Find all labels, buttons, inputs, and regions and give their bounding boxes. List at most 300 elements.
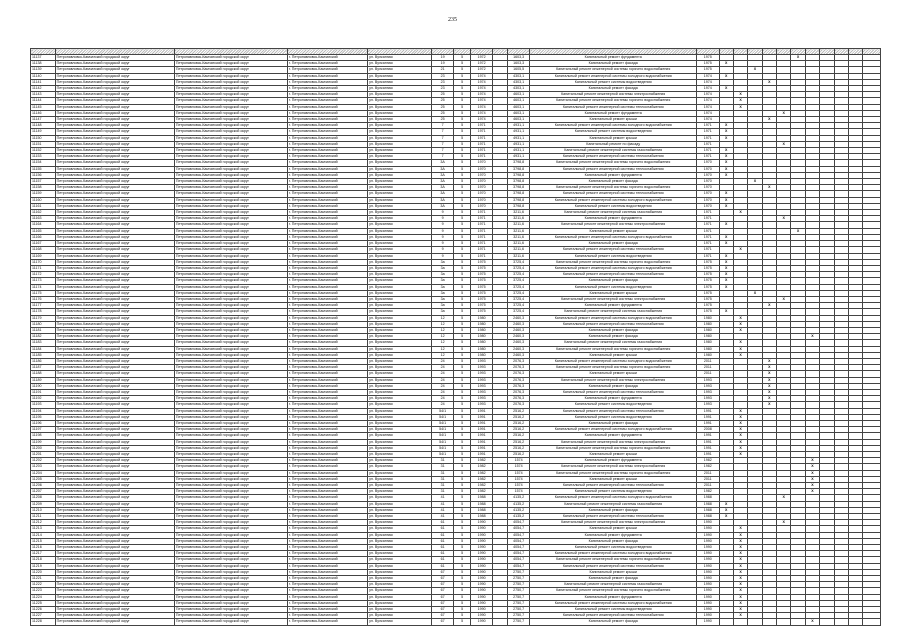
owner-cell: Петропавловск-Камчатский городской округ (55, 427, 174, 433)
owner-cell: Петропавловск-Камчатский городской округ (55, 414, 174, 420)
municipality-cell: Петропавловск-Камчатский городской округ (174, 185, 287, 191)
work-cell: Капитальный ремонт инженерной системы теплоснабжения (530, 247, 697, 253)
row-id: 11161 (31, 203, 56, 209)
house-cell: 67 (431, 607, 454, 613)
area-cell: 2750,7 (507, 588, 530, 594)
house-cell: 23 (431, 86, 454, 92)
work-cell: Капитальный ремонт фундамента (530, 216, 697, 222)
house-cell: 61 (431, 551, 454, 557)
street-cell: ул. Вулканная (368, 569, 432, 575)
row-id: 11200 (31, 445, 56, 451)
owner-cell: Петропавловск-Камчатский городской округ (55, 135, 174, 141)
year-cell: 1971 (470, 234, 493, 240)
mark-cell: X (762, 383, 776, 389)
floors-cell: 5 (454, 321, 470, 327)
year-cell: 1974 (470, 92, 493, 98)
mark-cell: X (762, 365, 776, 371)
municipality-cell: Петропавловск-Камчатский городской округ (174, 160, 287, 166)
plan-year-cell: 1988 (696, 507, 719, 513)
street-cell: ул. Вулканная (368, 483, 432, 489)
owner-cell: Петропавловск-Камчатский городской округ (55, 600, 174, 606)
mark-cell: X (762, 402, 776, 408)
year-cell: 1972 (470, 67, 493, 73)
owner-cell: Петропавловск-Камчатский городской округ (55, 172, 174, 178)
work-cell: Капитальный ремонт крыши (530, 117, 697, 123)
plan-year-cell: 1971 (696, 123, 719, 129)
municipality-cell: Петропавловск-Камчатский городской округ (174, 371, 287, 377)
locality-cell: г. Петропавловск-Камчатский (287, 67, 367, 73)
owner-cell: Петропавловск-Камчатский городской округ (55, 321, 174, 327)
row-id: 11175 (31, 290, 56, 296)
area-cell: 3798,8 (507, 197, 530, 203)
plan-year-cell: 1991 (696, 414, 719, 420)
floors-cell: 5 (454, 315, 470, 321)
street-cell: ул. Вулканная (368, 358, 432, 364)
municipality-cell: Петропавловск-Камчатский городской округ (174, 458, 287, 464)
row-id: 11150 (31, 135, 56, 141)
municipality-cell: Петропавловск-Камчатский городской округ (174, 545, 287, 551)
mark-cell: X (805, 464, 819, 470)
house-cell: 12 (431, 334, 454, 340)
house-cell: 41 (431, 514, 454, 520)
floors-cell: 5 (454, 532, 470, 538)
floors-cell: 5 (454, 110, 470, 116)
area-cell: 3798,8 (507, 172, 530, 178)
year-cell: 1990 (470, 563, 493, 569)
street-cell: ул. Вулканная (368, 613, 432, 619)
area-cell: 3725,4 (507, 259, 530, 265)
house-cell: 54/1 (431, 414, 454, 420)
mark-cell: X (805, 489, 819, 495)
house-cell: 9 (431, 247, 454, 253)
locality-cell: г. Петропавловск-Камчатский (287, 619, 367, 625)
mark-cell: X (805, 470, 819, 476)
work-cell: Капитальный ремонт крыши (530, 228, 697, 234)
owner-cell: Петропавловск-Камчатский городской округ (55, 197, 174, 203)
year-cell: 1971 (470, 216, 493, 222)
owner-cell: Петропавловск-Камчатский городской округ (55, 619, 174, 625)
mark-cell (762, 619, 776, 625)
owner-cell: Петропавловск-Камчатский городской округ (55, 452, 174, 458)
house-cell: 61 (431, 532, 454, 538)
municipality-cell: Петропавловск-Камчатский городской округ (174, 191, 287, 197)
municipality-cell: Петропавловск-Камчатский городской округ (174, 526, 287, 532)
table-row (31, 619, 881, 625)
municipality-cell: Петропавловск-Камчатский городской округ (174, 563, 287, 569)
year-cell: 1980 (470, 340, 493, 346)
owner-cell: Петропавловск-Камчатский городской округ (55, 73, 174, 79)
locality-cell: г. Петропавловск-Камчатский (287, 600, 367, 606)
work-cell: Капитальный ремонт фундамента (530, 110, 697, 116)
area-cell: 4054,7 (507, 563, 530, 569)
locality-cell: г. Петропавловск-Камчатский (287, 117, 367, 123)
locality-cell: г. Петропавловск-Камчатский (287, 427, 367, 433)
year-cell: 1991 (470, 433, 493, 439)
floors-cell: 5 (454, 265, 470, 271)
year-cell: 1991 (470, 439, 493, 445)
work-cell: Капитальный ремонт инженерной системы горячего водоснабжения (530, 67, 697, 73)
year-cell: 1982 (470, 458, 493, 464)
locality-cell: г. Петропавловск-Камчатский (287, 185, 367, 191)
floors-cell: 5 (454, 607, 470, 613)
floors-cell: 5 (454, 464, 470, 470)
street-cell: ул. Вулканная (368, 514, 432, 520)
owner-cell: Петропавловск-Камчатский городской округ (55, 234, 174, 240)
row-id: 11163 (31, 216, 56, 222)
floors-cell: 5 (454, 92, 470, 98)
area-cell: 2460,3 (507, 352, 530, 358)
floors-cell: 5 (454, 433, 470, 439)
municipality-cell: Петропавловск-Камчатский городской округ (174, 259, 287, 265)
house-cell: 3а (431, 284, 454, 290)
floors-cell: 5 (454, 222, 470, 228)
owner-cell: Петропавловск-Камчатский городской округ (55, 613, 174, 619)
house-cell: 3А (431, 166, 454, 172)
street-cell: ул. Вулканная (368, 210, 432, 216)
work-cell: Капитальный ремонт по фасаду (530, 141, 697, 147)
year-cell: 1971 (470, 228, 493, 234)
row-id: 11213 (31, 526, 56, 532)
work-cell: Капитальный ремонт фасада (530, 327, 697, 333)
floors-cell: 5 (454, 79, 470, 85)
work-cell: Капитальный ремонт фасада (530, 334, 697, 340)
floors-cell: 5 (454, 148, 470, 154)
municipality-cell: Петропавловск-Камчатский городской округ (174, 594, 287, 600)
work-cell: Капитальный ремонт крыши (530, 569, 697, 575)
locality-cell: г. Петропавловск-Камчатский (287, 247, 367, 253)
row-id: 11182 (31, 334, 56, 340)
owner-cell: Петропавловск-Камчатский городской округ (55, 79, 174, 85)
owner-cell: Петропавловск-Камчатский городской округ (55, 92, 174, 98)
plan-year-cell: 1971 (696, 141, 719, 147)
work-cell: Капитальный ремонт системы водоотведения (530, 79, 697, 85)
mark-cell: X (733, 433, 747, 439)
locality-cell: г. Петропавловск-Камчатский (287, 303, 367, 309)
year-cell: 1982 (470, 489, 493, 495)
owner-cell: Петропавловск-Камчатский городской округ (55, 582, 174, 588)
row-id: 11188 (31, 371, 56, 377)
mark-cell: X (733, 247, 747, 253)
year-cell: 1974 (470, 104, 493, 110)
mark-cell: X (733, 569, 747, 575)
mark-cell: X (733, 452, 747, 458)
row-id: 11196 (31, 420, 56, 426)
house-cell: 67 (431, 569, 454, 575)
mark-cell: X (733, 600, 747, 606)
owner-cell: Петропавловск-Камчатский городской округ (55, 327, 174, 333)
street-cell: ул. Вулканная (368, 414, 432, 420)
year-cell: 1990 (470, 557, 493, 563)
house-cell: 24 (431, 365, 454, 371)
plan-year-cell: 1990 (696, 526, 719, 532)
municipality-cell: Петропавловск-Камчатский городской округ (174, 470, 287, 476)
house-cell: 67 (431, 594, 454, 600)
row-id: 11153 (31, 154, 56, 160)
house-cell: 12 (431, 340, 454, 346)
house-cell: 54/1 (431, 445, 454, 451)
mark-cell: X (733, 104, 747, 110)
area-cell: 4054,7 (507, 520, 530, 526)
municipality-cell: Петропавловск-Камчатский городской округ (174, 402, 287, 408)
mark-cell: X (777, 296, 791, 302)
street-cell: ул. Вулканная (368, 619, 432, 625)
year-cell: 1975 (470, 290, 493, 296)
owner-cell: Петропавловск-Камчатский городской округ (55, 179, 174, 185)
year-cell: 1990 (470, 569, 493, 575)
street-cell: ул. Вулканная (368, 309, 432, 315)
street-cell: ул. Вулканная (368, 110, 432, 116)
mark-cell (863, 619, 881, 625)
row-id: 11205 (31, 476, 56, 482)
year-cell: 1980 (470, 315, 493, 321)
year-cell: 1975 (470, 284, 493, 290)
work-cell: Капитальный ремонт фундамента (530, 433, 697, 439)
plan-year-cell: 1990 (696, 545, 719, 551)
locality-cell: г. Петропавловск-Камчатский (287, 73, 367, 79)
locality-cell: г. Петропавловск-Камчатский (287, 389, 367, 395)
municipality-cell: Петропавловск-Камчатский городской округ (174, 123, 287, 129)
mark-cell (834, 619, 848, 625)
row-id: 11212 (31, 520, 56, 526)
municipality-cell: Петропавловск-Камчатский городской округ (174, 600, 287, 606)
work-cell: Капитальный ремонт крыши (530, 476, 697, 482)
row-id: 11226 (31, 607, 56, 613)
row-id: 11206 (31, 483, 56, 489)
area-cell: 2076,3 (507, 383, 530, 389)
year-cell: 1971 (470, 148, 493, 154)
floors-cell: 5 (454, 166, 470, 172)
house-cell: 24 (431, 396, 454, 402)
mark-cell: X (777, 141, 791, 147)
owner-cell: Петропавловск-Камчатский городской округ (55, 396, 174, 402)
owner-cell: Петропавловск-Камчатский городской округ (55, 61, 174, 67)
row-id: 11190 (31, 383, 56, 389)
locality-cell: г. Петропавловск-Камчатский (287, 234, 367, 240)
area-cell: 4303,1 (507, 79, 530, 85)
row-id: 11189 (31, 377, 56, 383)
row-id: 11171 (31, 265, 56, 271)
mark-cell: X (719, 86, 733, 92)
plan-year-cell: 1990 (696, 582, 719, 588)
year-cell: 1980 (470, 352, 493, 358)
plan-year-cell: 1993 (696, 389, 719, 395)
mark-cell: X (719, 278, 733, 284)
owner-cell: Петропавловск-Камчатский городской округ (55, 464, 174, 470)
plan-year-cell: 1975 (696, 67, 719, 73)
owner-cell: Петропавловск-Камчатский городской округ (55, 210, 174, 216)
street-cell: ул. Вулканная (368, 507, 432, 513)
municipality-cell: Петропавловск-Камчатский городской округ (174, 582, 287, 588)
house-cell: 31 (431, 489, 454, 495)
plan-year-cell: 1982 (696, 458, 719, 464)
house-cell: 67 (431, 576, 454, 582)
area-cell: 4931,1 (507, 135, 530, 141)
street-cell: ул. Вулканная (368, 278, 432, 284)
mark-cell: X (791, 55, 805, 61)
owner-cell: Петропавловск-Камчатский городской округ (55, 433, 174, 439)
area-cell: 3725,4 (507, 278, 530, 284)
row-id: 11204 (31, 470, 56, 476)
locality-cell: г. Петропавловск-Камчатский (287, 166, 367, 172)
street-cell: ул. Вулканная (368, 576, 432, 582)
plan-year-cell: 1971 (696, 216, 719, 222)
plan-year-cell: 1971 (696, 210, 719, 216)
house-cell: 3а (431, 309, 454, 315)
locality-cell: г. Петропавловск-Камчатский (287, 563, 367, 569)
house-cell: 3А (431, 197, 454, 203)
locality-cell: г. Петропавловск-Камчатский (287, 210, 367, 216)
floors-cell: 5 (454, 104, 470, 110)
floors-cell: 5 (454, 117, 470, 123)
house-cell: 25 (431, 92, 454, 98)
locality-cell: г. Петропавловск-Камчатский (287, 123, 367, 129)
house-cell: 19 (431, 61, 454, 67)
row-id: 11169 (31, 253, 56, 259)
area-cell: 2076,3 (507, 358, 530, 364)
row-id: 11149 (31, 129, 56, 135)
area-cell: 4603,1 (507, 92, 530, 98)
area-cell: 4931,1 (507, 123, 530, 129)
area-cell: 4135,2 (507, 495, 530, 501)
plan-year-cell: 1990 (696, 594, 719, 600)
owner-cell: Петропавловск-Камчатский городской округ (55, 110, 174, 116)
year-cell: 1993 (470, 402, 493, 408)
locality-cell: г. Петропавловск-Камчатский (287, 55, 367, 61)
row-id: 11174 (31, 284, 56, 290)
municipality-cell: Петропавловск-Камчатский городской округ (174, 222, 287, 228)
house-cell: 12 (431, 315, 454, 321)
mark-cell: X (762, 117, 776, 123)
owner-cell: Петропавловск-Камчатский городской округ (55, 520, 174, 526)
area-cell: 2076,3 (507, 396, 530, 402)
street-cell: ул. Вулканная (368, 166, 432, 172)
mark-cell: X (719, 61, 733, 67)
year-cell: 1988 (470, 495, 493, 501)
row-id: 11193 (31, 402, 56, 408)
area-cell: 2750,7 (507, 600, 530, 606)
locality-cell: г. Петропавловск-Камчатский (287, 476, 367, 482)
locality-cell: г. Петропавловск-Камчатский (287, 507, 367, 513)
year-cell: 1991 (470, 427, 493, 433)
plan-year-cell: 1975 (696, 61, 719, 67)
work-cell: Капитальный ремонт фасада (530, 383, 697, 389)
house-cell: 3а (431, 259, 454, 265)
mark-cell: X (748, 67, 762, 73)
work-cell: Капитальный ремонт инженерной системы горячего водоснабжения (530, 557, 697, 563)
locality-cell: г. Петропавловск-Камчатский (287, 216, 367, 222)
mark-cell: X (805, 619, 819, 625)
plan-year-cell: 1975 (696, 284, 719, 290)
locality-cell: г. Петропавловск-Камчатский (287, 483, 367, 489)
row-id: 11155 (31, 166, 56, 172)
work-cell: Капитальный ремонт инженерной системы теплоснабжения (530, 191, 697, 197)
floors-cell: 5 (454, 141, 470, 147)
owner-cell: Петропавловск-Камчатский городской округ (55, 272, 174, 278)
street-cell: ул. Вулканная (368, 284, 432, 290)
work-cell: Капитальный ремонт инженерной системы холодного водоснабжения (530, 427, 697, 433)
owner-cell: Петропавловск-Камчатский городской округ (55, 383, 174, 389)
plan-year-cell: 1991 (696, 445, 719, 451)
owner-cell: Петропавловск-Камчатский городской округ (55, 334, 174, 340)
locality-cell: г. Петропавловск-Камчатский (287, 253, 367, 259)
municipality-cell: Петропавловск-Камчатский городской округ (174, 141, 287, 147)
row-id: 11216 (31, 545, 56, 551)
house-cell: 61 (431, 520, 454, 526)
locality-cell: г. Петропавловск-Камчатский (287, 129, 367, 135)
work-cell: Капитальный ремонт инженерной системы холодного водоснабжения (530, 234, 697, 240)
plan-year-cell: 1991 (696, 452, 719, 458)
area-cell: 3211,6 (507, 253, 530, 259)
mark-cell: X (719, 123, 733, 129)
floors-cell: 5 (454, 86, 470, 92)
row-id: 11173 (31, 278, 56, 284)
work-cell: Капитальный ремонт крыши (530, 135, 697, 141)
row-id: 11137 (31, 55, 56, 61)
work-cell: Капитальный ремонт инженерной системы газоснабжения (530, 210, 697, 216)
street-cell: ул. Вулканная (368, 104, 432, 110)
mark-cell: X (719, 191, 733, 197)
owner-cell: Петропавловск-Камчатский городской округ (55, 495, 174, 501)
municipality-cell: Петропавловск-Камчатский городской округ (174, 92, 287, 98)
work-cell: Капитальный ремонт инженерной системы теплоснабжения (530, 272, 697, 278)
house-cell: 3А (431, 191, 454, 197)
municipality-cell: Петропавловск-Камчатский городской округ (174, 476, 287, 482)
row-id: 11178 (31, 309, 56, 315)
row-id: 11208 (31, 495, 56, 501)
owner-cell: Петропавловск-Камчатский городской округ (55, 557, 174, 563)
work-cell: Капитальный ремонт инженерной системы горячего водоснабжения (530, 346, 697, 352)
area-cell: 3725,4 (507, 265, 530, 271)
street-cell: ул. Вулканная (368, 290, 432, 296)
row-id: 11177 (31, 303, 56, 309)
floors-cell: 5 (454, 526, 470, 532)
house-cell: 7 (431, 135, 454, 141)
house-cell: 3а (431, 303, 454, 309)
house-cell: 9 (431, 253, 454, 259)
area-cell: 4054,7 (507, 526, 530, 532)
row-id: 11156 (31, 172, 56, 178)
municipality-cell: Петропавловск-Камчатский городской округ (174, 61, 287, 67)
locality-cell: г. Петропавловск-Камчатский (287, 408, 367, 414)
mark-cell: X (719, 507, 733, 513)
area-cell: 1574 (507, 476, 530, 482)
municipality-cell: Петропавловск-Камчатский городской округ (174, 265, 287, 271)
mark-cell: X (805, 458, 819, 464)
mark-cell: X (733, 545, 747, 551)
floors-cell: 5 (454, 185, 470, 191)
mark-cell (791, 619, 805, 625)
mark-cell: X (777, 495, 791, 501)
locality-cell: г. Петропавловск-Камчатский (287, 327, 367, 333)
house-cell: 3а (431, 296, 454, 302)
owner-cell: Петропавловск-Камчатский городской округ (55, 576, 174, 582)
municipality-cell: Петропавловск-Камчатский городской округ (174, 79, 287, 85)
locality-cell: г. Петропавловск-Камчатский (287, 259, 367, 265)
area-cell: 2460,3 (507, 327, 530, 333)
floors-cell: 5 (454, 538, 470, 544)
municipality-cell: Петропавловск-Камчатский городской округ (174, 427, 287, 433)
plan-year-cell: 1990 (696, 607, 719, 613)
locality-cell: г. Петропавловск-Камчатский (287, 278, 367, 284)
work-cell: Капитальный ремонт инженерной системы электроснабжения (530, 296, 697, 302)
work-cell: Капитальный ремонт инженерной системы горячего водоснабжения (530, 160, 697, 166)
year-cell: 1982 (470, 483, 493, 489)
year-cell: 1971 (470, 247, 493, 253)
mark-cell: X (733, 340, 747, 346)
municipality-cell: Петропавловск-Камчатский городской округ (174, 340, 287, 346)
owner-cell: Петропавловск-Камчатский городской округ (55, 55, 174, 61)
plan-year-cell: 1970 (696, 160, 719, 166)
